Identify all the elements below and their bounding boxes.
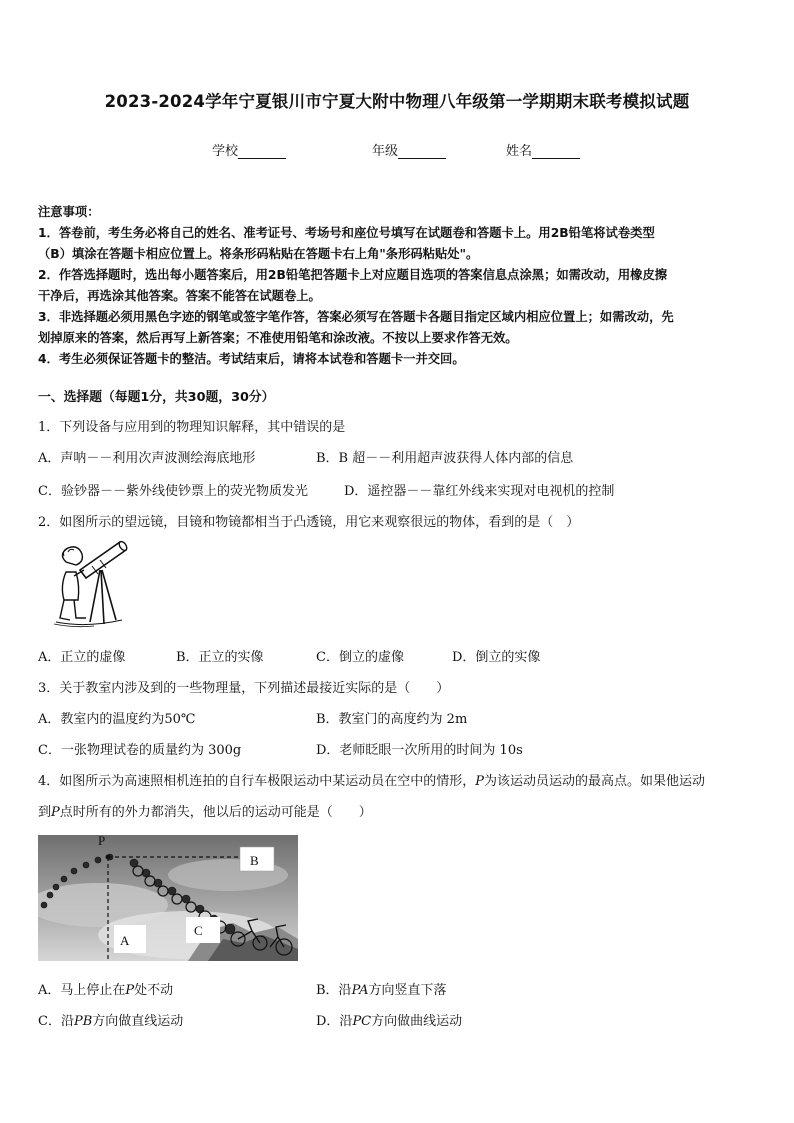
notes-heading: 注意事项： bbox=[38, 205, 100, 219]
option-text: 方向做曲线运动 bbox=[371, 1014, 463, 1029]
variable-pa: PA bbox=[351, 983, 369, 998]
question-4-option-d bbox=[316, 1010, 462, 1029]
section-title: 一、选择题（每题1分，共30题，30分） bbox=[38, 390, 275, 405]
question-4-text: 为该运动员运动的最高点。如果他运动 bbox=[484, 774, 706, 789]
name-label: 姓名 bbox=[506, 144, 533, 159]
student-info-row bbox=[0, 140, 794, 160]
question-3-stem: 3．关于教室内涉及到的一些物理量，下列描述最接近实际的是（ ） bbox=[38, 681, 450, 696]
question-2-option-a: A．正立的虚像 bbox=[38, 650, 126, 665]
label-c: C bbox=[194, 923, 203, 938]
name-blank bbox=[532, 144, 580, 159]
grade-label: 年级 bbox=[372, 144, 399, 159]
option-text: 方向做直线运动 bbox=[92, 1014, 184, 1029]
name-field bbox=[506, 140, 580, 159]
option-text: A．马上停止在 bbox=[38, 983, 126, 998]
school-blank bbox=[238, 144, 286, 159]
question-2-stem: 2．如图所示的望远镜，目镜和物镜都相当于凸透镜，用它来观察很远的物体，看到的是（ ） bbox=[38, 515, 580, 530]
bike-jump-photo bbox=[38, 835, 298, 961]
note-line: 2．作答选择题时，选出每小题答案后，用2B铅笔把答题卡上对应题目选项的答案信息点涂黑；如需改动，用橡皮擦 bbox=[38, 268, 668, 282]
note-line: 划掉原来的答案，然后再写上新答案；不准使用铅笔和涂改液。不按以上要求作答无效。 bbox=[38, 331, 518, 345]
label-a: A bbox=[120, 933, 130, 948]
question-3-option-b: B．教室门的高度约为 2m bbox=[316, 712, 468, 727]
telescope-icon bbox=[80, 540, 128, 624]
option-text: C．沿 bbox=[38, 1014, 74, 1029]
question-4-option-b bbox=[316, 979, 447, 998]
note-line: 4．考生必须保证答题卡的整洁。考试结束后，请将本试卷和答题卡一并交回。 bbox=[38, 352, 465, 366]
question-3-option-d: D．老师眨眼一次所用的时间为 10s bbox=[316, 743, 523, 758]
question-1-option-b: B．B 超－－利用超声波获得人体内部的信息 bbox=[316, 451, 574, 466]
question-1-option-d: D．遥控器－－靠红外线来实现对电视机的控制 bbox=[344, 484, 615, 499]
exam-title: 2023-2024学年宁夏银川市宁夏大附中物理八年级第一学期期末联考模拟试题 bbox=[104, 92, 690, 111]
question-3-option-a: A．教室内的温度约为50℃ bbox=[38, 712, 196, 727]
variable-p: P bbox=[125, 983, 135, 998]
grade-blank bbox=[398, 144, 446, 159]
question-1-option-c: C．验钞器－－紫外线使钞票上的荧光物质发光 bbox=[38, 484, 308, 499]
question-1-stem: 1．下列设备与应用到的物理知识解释，其中错误的是 bbox=[38, 420, 346, 435]
question-4-stem-line-1 bbox=[38, 770, 705, 789]
question-4-text: 4．如图所示为高速照相机连拍的自行车极限运动中某运动员在空中的情形， bbox=[38, 774, 476, 789]
option-text: 处不动 bbox=[134, 983, 174, 998]
option-text: B．沿 bbox=[316, 983, 352, 998]
variable-pb: PB bbox=[73, 1014, 93, 1029]
variable-p: P bbox=[51, 805, 60, 820]
note-line: 干净后，再选涂其他答案。答案不能答在试题卷上。 bbox=[38, 289, 321, 303]
question-4-stem-line-2 bbox=[38, 801, 372, 820]
question-3-option-c: C．一张物理试卷的质量约为 300g bbox=[38, 743, 242, 758]
label-b: B bbox=[250, 853, 259, 868]
note-line: 1．答卷前，考生务必将自己的姓名、准考证号、考场号和座位号填写在试题卷和答题卡上。用2B铅笔将试卷类型 bbox=[38, 226, 655, 240]
school-label: 学校 bbox=[212, 144, 239, 159]
option-text: D．沿 bbox=[316, 1014, 353, 1029]
school-field bbox=[212, 140, 286, 159]
question-4-option-c bbox=[38, 1010, 183, 1029]
question-2-option-c: C．倒立的虚像 bbox=[316, 650, 404, 665]
variable-pc: PC bbox=[352, 1014, 372, 1029]
question-2-option-d: D．倒立的实像 bbox=[452, 650, 541, 665]
question-1-option-a: A．声呐－－利用次声波测绘海底地形 bbox=[38, 451, 256, 466]
exam-notes bbox=[38, 202, 760, 370]
telescope-figure bbox=[46, 536, 128, 630]
variable-p: P bbox=[475, 774, 485, 789]
option-text: 方向竖直下落 bbox=[368, 983, 447, 998]
question-4-option-a bbox=[38, 979, 173, 998]
question-2-option-b: B．正立的实像 bbox=[176, 650, 264, 665]
question-4-text: 到 bbox=[38, 805, 52, 820]
label-p: P bbox=[98, 835, 106, 848]
question-4-text: 点时所有的外力都消失，他以后的运动可能是（ ） bbox=[59, 805, 372, 820]
note-line: 3．非选择题必须用黑色字迹的钢笔或签字笔作答，答案必须写在答题卡各题目指定区域内相应位置上；如需改动，先 bbox=[38, 310, 674, 324]
note-line: （B）填涂在答题卡相应位置上。将条形码粘贴在答题卡右上角"条形码粘贴处"。 bbox=[38, 247, 479, 261]
grade-field bbox=[372, 140, 446, 159]
